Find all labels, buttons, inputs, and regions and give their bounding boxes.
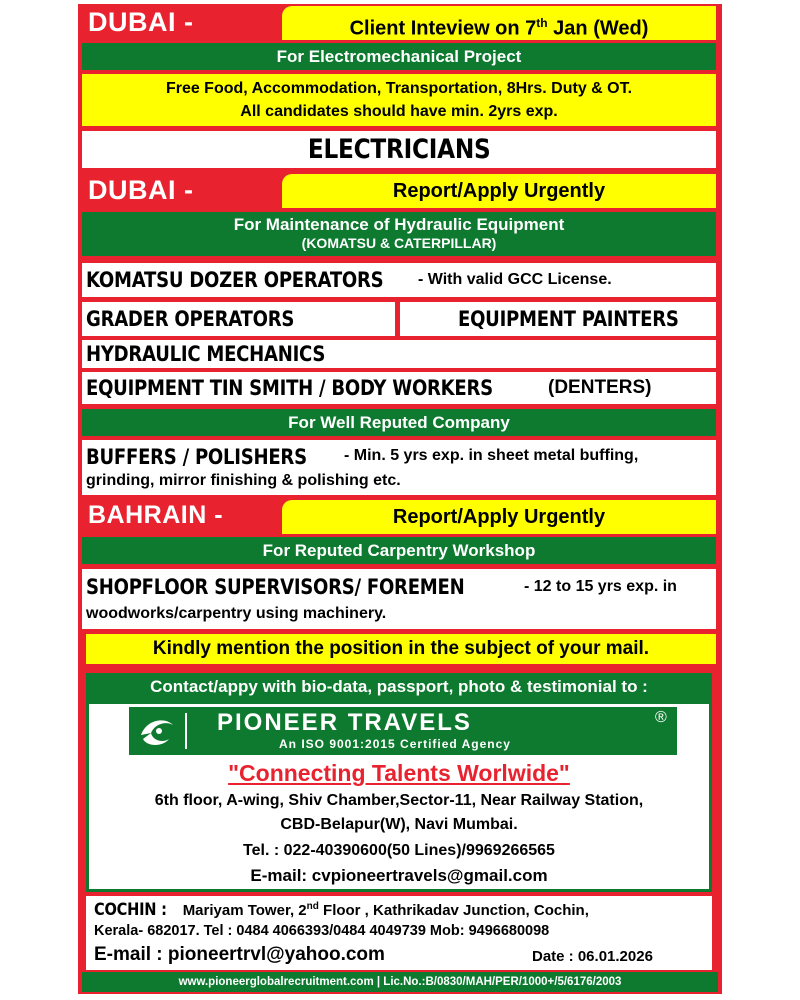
job5-note: (DENTERS) (548, 377, 652, 398)
section3-note-line1: - 12 to 15 yrs exp. in (524, 578, 677, 595)
cochin-label: COCHIN : (94, 900, 167, 920)
interview-prefix: Client Inteview on 7 (349, 17, 537, 40)
registered-mark: ® (655, 709, 667, 726)
cochin-line2: Kerala- 682017. Tel : 0484 4066393/0484 4049739 Mob: 9496680098 (94, 923, 550, 939)
job-electricians: ELECTRICIANS (307, 134, 491, 165)
section1-job-row (82, 131, 716, 168)
job-shopfloor-supervisors: SHOPFLOOR SUPERVISORS/ FOREMEN (86, 575, 465, 599)
cochin-address-b: Floor , Kathrikadav Junction, Cochin, (318, 902, 589, 919)
benefits-line1: Free Food, Accommodation, Transportation, 8Hrs. Duty & OT. (165, 80, 633, 97)
benefits-line2: All candidates should have min. 2yrs exp. (240, 103, 558, 120)
job6-note-line2: grinding, mirror finishing & polishing etc. (86, 472, 401, 489)
section1-project: For Electromechanical Project (82, 43, 716, 70)
contact-box (86, 701, 712, 892)
section1-header (82, 6, 718, 40)
contact-heading: Contact/appy with bio-data, passport, photo & testimonial to : (86, 673, 712, 701)
section1-benefits (82, 74, 716, 126)
pioneer-logo-icon (137, 713, 177, 749)
job-tin-smith: EQUIPMENT TIN SMITH / BODY WORKERS (86, 376, 493, 400)
section2-header (82, 174, 718, 208)
job6-row (82, 440, 716, 495)
job-komatsu-dozer: KOMATSU DOZER OPERATORS (86, 268, 384, 292)
agency-logo-banner (129, 707, 677, 755)
job2-row (82, 302, 395, 336)
interview-sup: th (536, 16, 548, 30)
mention-banner: Kindly mention the position in the subject of your mail. (86, 634, 716, 664)
section2-tag: Report/Apply Urgently (282, 174, 716, 208)
section3-tag: Report/Apply Urgently (282, 500, 716, 534)
address-line1: 6th floor, A-wing, Shiv Chamber,Sector-11, Near Railway Station, (154, 792, 644, 809)
post-date: Date : 06.01.2026 (532, 948, 653, 965)
cochin-box (86, 896, 712, 970)
cochin-email[interactable]: E-mail : pioneertrvl@yahoo.com (94, 944, 385, 965)
slogan: "Connecting Talents Worlwide" (228, 760, 570, 786)
section3-note-line2: woodworks/carpentry using machinery. (86, 605, 387, 622)
job1-note: - With valid GCC License. (418, 271, 612, 288)
section3-header (82, 500, 718, 534)
address-line2: CBD-Belapur(W), Navi Mumbai. (280, 816, 518, 833)
job-hydraulic-mechanics: HYDRAULIC MECHANICS (86, 342, 326, 366)
logo-divider (185, 713, 187, 749)
section3-job-row (82, 569, 716, 629)
cochin-sup: nd (306, 901, 319, 912)
footer-website[interactable]: www.pioneerglobalrecruitment.com | Lic.No.:B/0830/MAH/PER/1000+/5/6176/2003 (82, 972, 718, 992)
section3-country: BAHRAIN - (88, 501, 224, 529)
job4-row (82, 340, 716, 368)
tel-line: Tel. : 022-40390600(50 Lines)/9969266565 (243, 842, 555, 859)
email-line[interactable]: E-mail: cvpioneertravels@gmail.com (250, 866, 548, 885)
project-line2: (KOMATSU & CATERPILLAR) (301, 235, 497, 251)
job3-row (400, 302, 716, 336)
project-line1: For Maintenance of Hydraulic Equipment (233, 215, 565, 234)
job1-row (82, 263, 716, 297)
job6-note-line1: - Min. 5 yrs exp. in sheet metal buffing, (344, 447, 639, 464)
interview-suffix: Jan (Wed) (547, 17, 649, 40)
job-buffers-polishers: BUFFERS / POLISHERS (86, 445, 307, 469)
agency-sub: An ISO 9001:2015 Certified Agency (279, 737, 511, 751)
section2-project (82, 212, 716, 256)
section3-workshop: For Reputed Carpentry Workshop (82, 537, 716, 564)
cochin-line1 (94, 900, 589, 920)
cochin-address-a: Mariyam Tower, 2 (182, 902, 307, 919)
section2-country: DUBAI - (88, 175, 194, 205)
job5-row (82, 372, 716, 404)
section1-country: DUBAI - (88, 7, 194, 37)
section2-company: For Well Reputed Company (82, 409, 716, 436)
agency-name: PIONEER TRAVELS (217, 709, 472, 736)
job-equipment-painters: EQUIPMENT PAINTERS (458, 307, 679, 331)
job-grader-operators: GRADER OPERATORS (86, 307, 295, 331)
interview-tag (282, 6, 716, 40)
